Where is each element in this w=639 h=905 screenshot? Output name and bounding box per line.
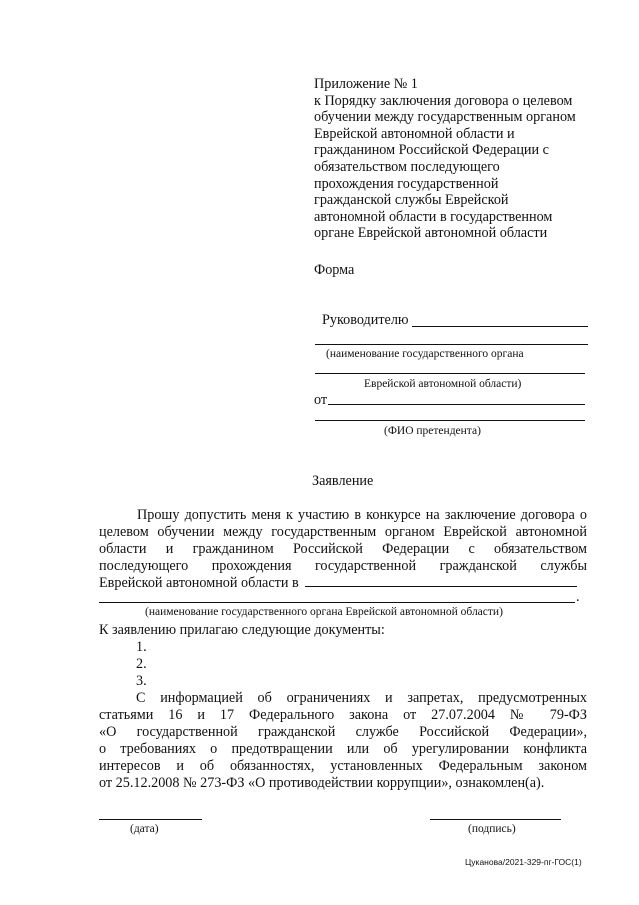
ack-line: о требованиях о предотвращении или об урегулировании конфликта (99, 741, 587, 757)
addressee-line-3[interactable] (315, 373, 585, 374)
ack-line: статьями 16 и 17 Федерального закона от 27.07.2004 № 79-ФЗ (99, 707, 587, 723)
attachment-item-2: 2. (136, 656, 147, 672)
addressee-line-2[interactable] (315, 344, 588, 345)
appendix-line: к Порядку заключения договора о целевом (314, 92, 573, 109)
appendix-line: прохождения государственной (314, 175, 499, 192)
addressee-name-line[interactable] (412, 326, 588, 327)
request-line: области и гражданином Российской Федерации с обязательством (99, 541, 587, 557)
request-paragraph (99, 507, 587, 592)
acknowledgement-paragraph (99, 690, 587, 792)
addressee-hint-2: Еврейской автономной области) (364, 378, 522, 390)
appendix-line: гражданином Российской Федерации с (314, 142, 549, 159)
ack-line: от 25.12.2008 № 273-ФЗ «О противодействии коррупции», ознакомлен(а). (99, 775, 545, 791)
appendix-line: обучении между государственным органом (314, 109, 576, 126)
request-line: Прошу допустить меня к участию в конкурсе на заключение договора о (137, 507, 587, 523)
appendix-header (314, 76, 576, 242)
form-label: Форма (314, 262, 355, 278)
from-line[interactable] (328, 404, 585, 405)
signature-label: (подпись) (468, 823, 516, 835)
attachments-intro: К заявлению прилагаю следующие документы: (99, 622, 385, 638)
signature-line[interactable] (430, 819, 561, 820)
request-line: Еврейской автономной области в (99, 575, 299, 591)
ack-line: С информацией об ограничениях и запретах, предусмотренных (136, 690, 587, 706)
appendix-line: гражданской службы Еврейской (314, 192, 509, 209)
ack-line: «О государственной гражданской службе Российской Федерации», (99, 724, 587, 740)
date-line[interactable] (99, 819, 202, 820)
appendix-line: обязательством последующего (314, 158, 500, 175)
body-name-hint: (наименование государственного органа Еврейской автономной области) (145, 606, 503, 618)
addressee-hint-1: (наименование государственного органа (326, 348, 524, 360)
body-name-line-2[interactable] (99, 602, 575, 603)
date-label: (дата) (130, 823, 159, 835)
document-code: Цуканова/2021-329-пг-ГОС(1) (465, 857, 582, 867)
request-line: последующего прохождения государственной гражданской службы (99, 558, 587, 574)
addressee-to-label: Руководителю (322, 312, 409, 328)
appendix-line: Приложение № 1 (314, 76, 418, 92)
fio-line[interactable] (315, 420, 585, 421)
attachment-item-3: 3. (136, 673, 147, 689)
ack-line: интересов и об обязанностях, установленных Федеральным законом (99, 758, 587, 774)
appendix-line: автономной области в государственном (314, 208, 553, 225)
body-name-line-1[interactable] (305, 586, 577, 587)
attachment-item-1: 1. (136, 639, 147, 655)
fio-hint: (ФИО претендента) (384, 425, 481, 437)
appendix-line: Еврейской автономной области и (314, 125, 515, 142)
statement-title: Заявление (312, 473, 374, 489)
from-label: от (314, 392, 328, 408)
request-line: целевом обучении между государственным органом Еврейской автономной (99, 524, 587, 540)
appendix-line: органе Еврейской автономной области (314, 225, 548, 242)
end-period: . (576, 589, 580, 605)
